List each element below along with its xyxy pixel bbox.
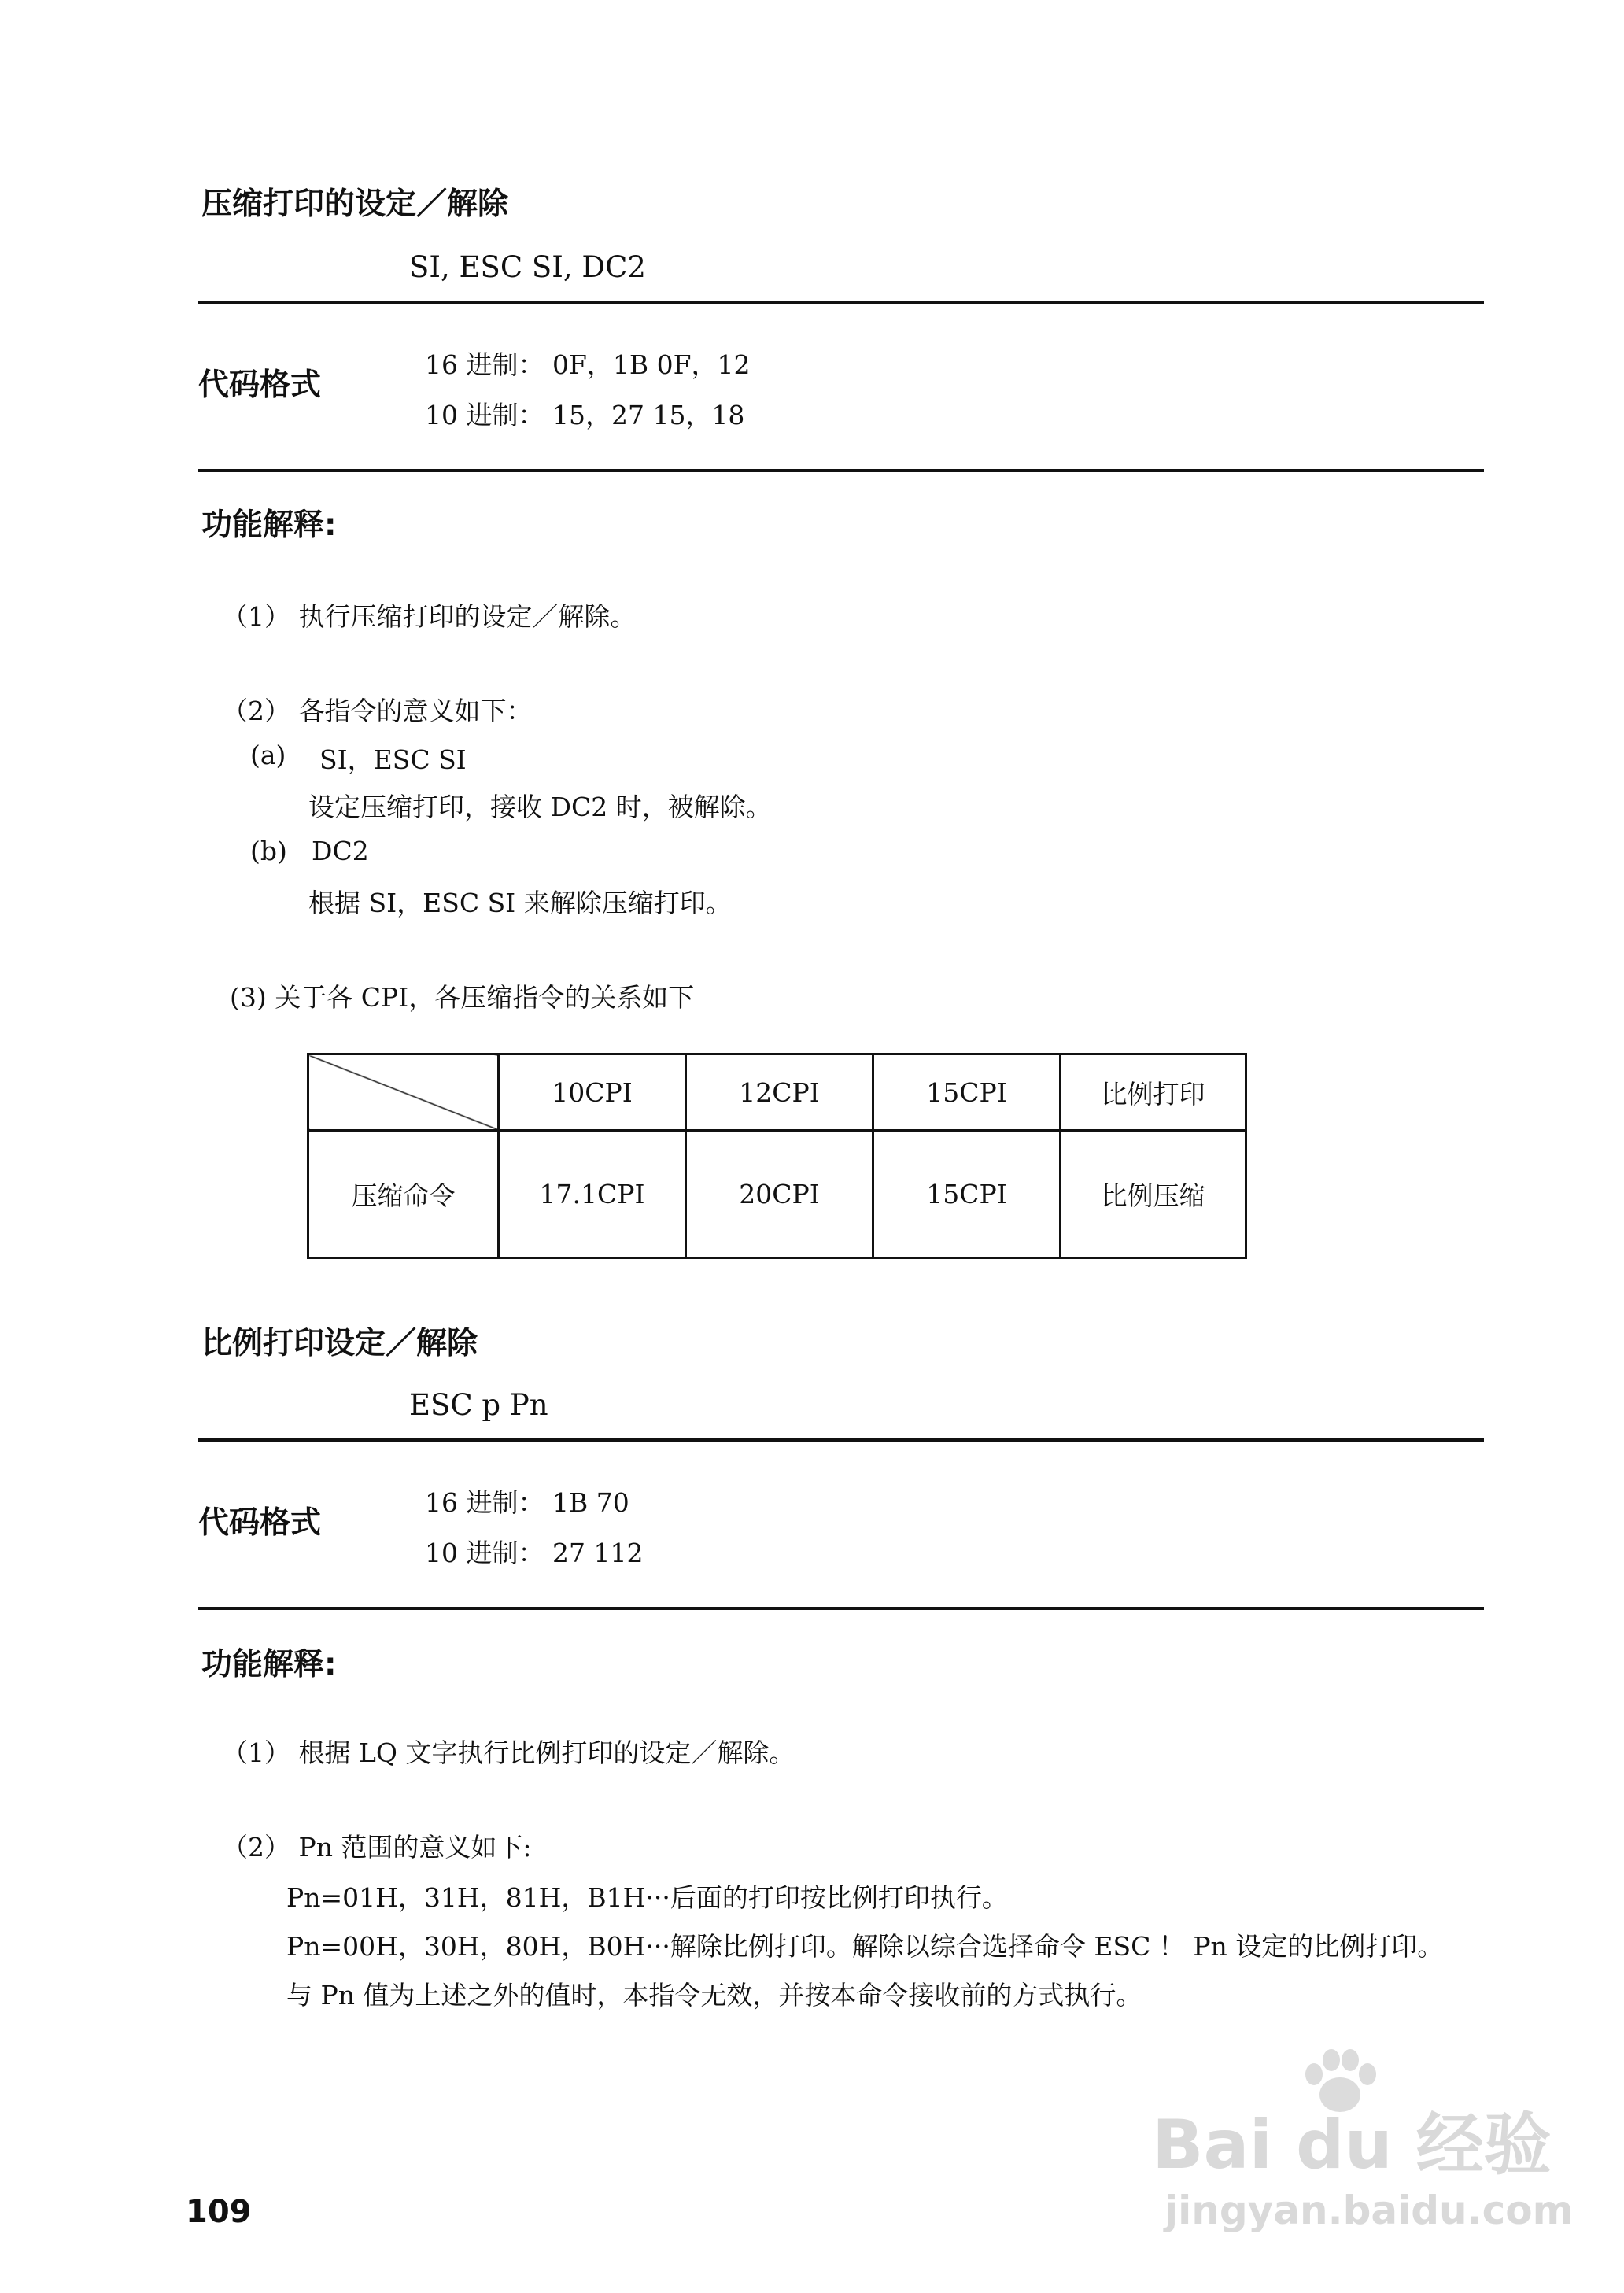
sub-item-a-command: SI，ESC SI	[319, 744, 467, 775]
function-item-3: (3) 关于各 CPI，各压缩指令的关系如下	[230, 982, 695, 1013]
table-header-cell: 比例打印	[1061, 1054, 1246, 1131]
pn-range-line-2: Pn=00H，30H，80H，B0H···解除比例打印。解除以综合选择命令 ESC ！ Pn 设定的比例打印。	[286, 1931, 1444, 1962]
sub-item-a-label: (a)	[250, 740, 286, 770]
function-item-1: （1） 根据 LQ 文字执行比例打印的设定／解除。	[222, 1737, 795, 1768]
divider	[198, 301, 1484, 304]
table-row-label: 压缩命令	[308, 1131, 499, 1258]
command-syntax: ESC p Pn	[409, 1388, 548, 1422]
pn-range-line-3: 与 Pn 值为上述之外的值时，本指令无效，并按本命令接收前的方式执行。	[286, 1980, 1142, 2011]
table-cell: 20CPI	[686, 1131, 873, 1258]
sub-item-b-label: (b)	[250, 836, 287, 866]
table-row	[308, 1131, 1246, 1258]
sub-item-b-command: DC2	[312, 836, 369, 866]
dec-code-line: 10 进制： 15，27 15，18	[425, 400, 745, 430]
code-format-label: 代码格式	[198, 367, 322, 403]
table-header-cell: 15CPI	[873, 1054, 1061, 1131]
code-format-label: 代码格式	[198, 1505, 322, 1541]
sub-item-b-description: 根据 SI，ESC SI 来解除压缩打印。	[308, 888, 732, 918]
hex-code-line: 16 进制： 0F，1B 0F，12	[425, 349, 751, 380]
command-syntax: SI, ESC SI, DC2	[409, 250, 646, 284]
diagonal-corner-cell	[308, 1054, 499, 1131]
table-cell: 15CPI	[873, 1131, 1061, 1258]
function-item-2: （2） 各指令的意义如下：	[222, 696, 533, 726]
sub-item-a-description: 设定压缩打印，接收 DC2 时，被解除。	[308, 792, 772, 822]
watermark-url: jingyan.baidu.com	[1164, 2188, 1574, 2233]
hex-code-line: 16 进制： 1B 70	[425, 1487, 629, 1518]
function-item-2: （2） Pn 范围的意义如下:	[222, 1832, 532, 1863]
dec-code-line: 10 进制： 27 112	[425, 1538, 644, 1568]
section-title-proportional-print: 比例打印设定／解除	[201, 1326, 478, 1361]
cpi-compression-table	[307, 1053, 1247, 1259]
table-header-cell: 10CPI	[499, 1054, 686, 1131]
divider	[198, 1438, 1484, 1442]
function-label: 功能解释:	[201, 1647, 337, 1682]
function-item-1: （1） 执行压缩打印的设定／解除。	[222, 601, 637, 632]
table-cell: 17.1CPI	[499, 1131, 686, 1258]
page-number: 109	[186, 2194, 252, 2230]
table-header-cell: 12CPI	[686, 1054, 873, 1131]
watermark-brand: Bai du 经验	[1152, 2106, 1552, 2184]
function-label: 功能解释:	[201, 508, 337, 543]
section-title-compressed-print: 压缩打印的设定／解除	[201, 186, 509, 222]
divider	[198, 1607, 1484, 1610]
table-cell: 比例压缩	[1061, 1131, 1246, 1258]
pn-range-line-1: Pn=01H，31H，81H，B1H···后面的打印按比例打印执行。	[286, 1882, 1008, 1913]
divider	[198, 469, 1484, 472]
table-header-row	[308, 1054, 1246, 1131]
